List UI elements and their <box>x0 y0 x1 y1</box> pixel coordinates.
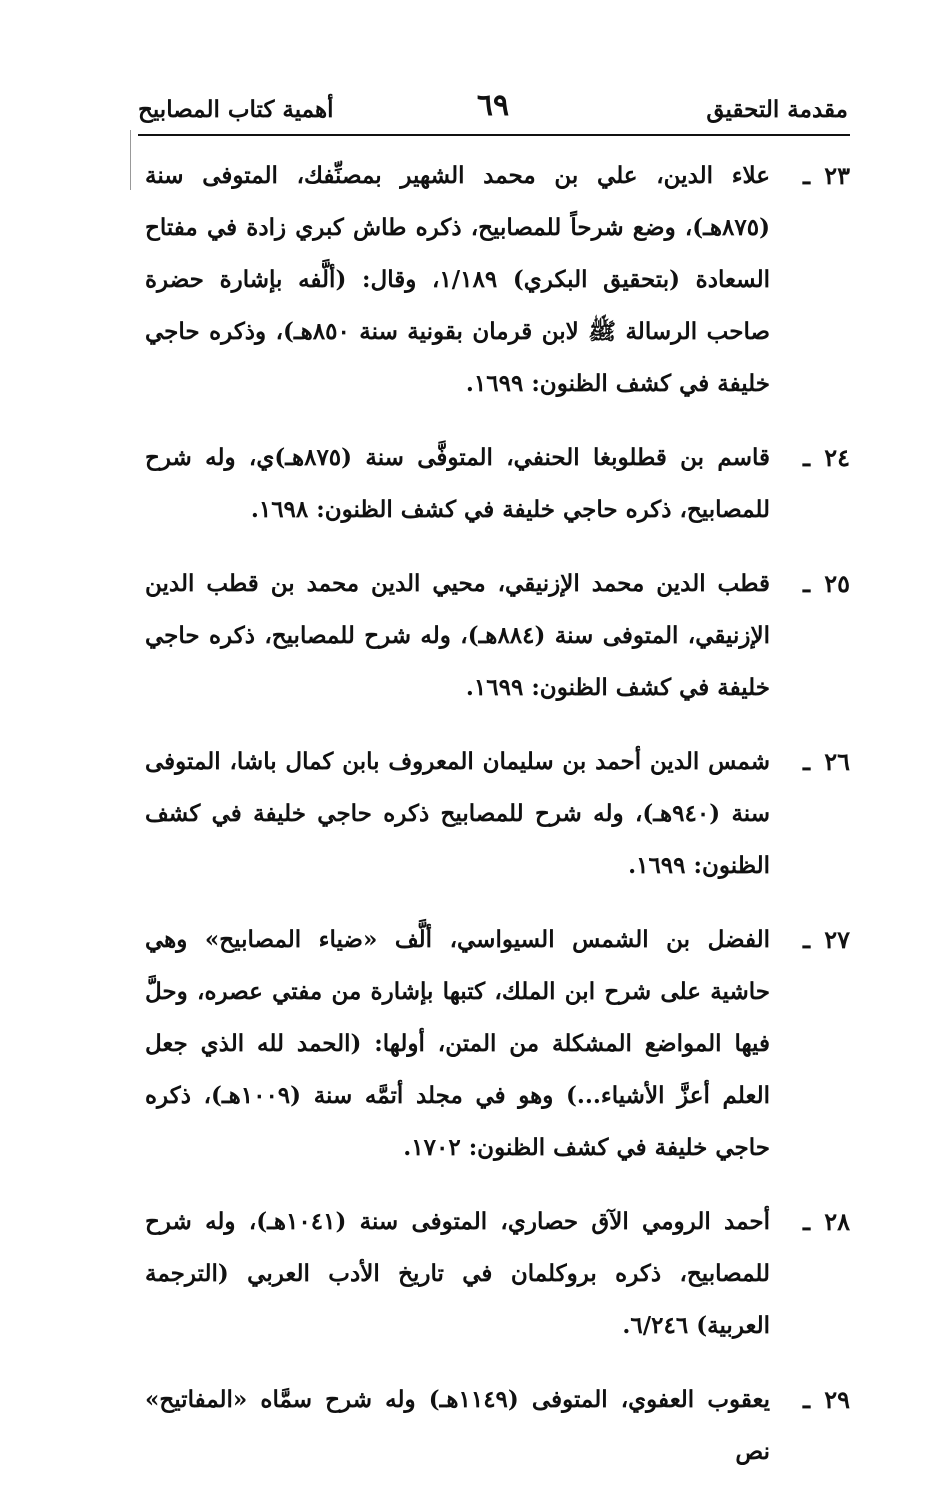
entry-number: ٢٦ <box>824 747 850 776</box>
entry-text: علاء الدين، علي بن محمد الشهير بمصنِّفك، المتوفى سنة (٨٧٥هـ)، وضع شرحاً للمصابيح، ذكره طاش كبري زادة في مفتاح السعادة (بتحقيق البكري) ١/١٨٩، وقال: (ألَّفه بإشارة حضرة صاحب الرسالة ﷺ لابن قرمان بقونية سنة ٨٥٠هـ)، وذكره حاجي خليفة في كشف الظنون: ١٦٩٩. <box>145 162 770 397</box>
entry-dash: ـ <box>802 161 810 190</box>
entry-text: أحمد الرومي الآق حصاري، المتوفى سنة (١٠٤١هـ)، وله شرح للمصابيح، ذكره بروكلمان في تاريخ الأدب العربي (الترجمة العربية) ٦/٢٤٦. <box>145 1208 770 1339</box>
entry-number: ٢٥ <box>824 569 850 598</box>
entry-number: ٢٧ <box>824 925 850 954</box>
header-rule <box>138 134 850 136</box>
entry-number: ٢٨ <box>824 1207 850 1236</box>
entry-dash: ـ <box>802 443 810 472</box>
margin-line <box>130 130 131 190</box>
entry-text: قاسم بن قطلوبغا الحنفي، المتوفَّى سنة (٨٧٥هـ)ي، وله شرح للمصابيح، ذكره حاجي خليفة في كشف الظنون: ١٦٩٨. <box>145 444 770 523</box>
entry-text: قطب الدين محمد الإزنيقي، محيي الدين محمد بن قطب الدين الإزنيقي، المتوفى سنة (٨٨٤هـ)، وله شرح للمصابيح، ذكره حاجي خليفة في كشف الظنون: ١٦٩٩. <box>145 570 770 701</box>
entry-dash: ـ <box>802 1207 810 1236</box>
list-item <box>145 736 850 892</box>
entry-number: ٢٤ <box>824 443 850 472</box>
entries-list <box>145 150 850 1500</box>
list-item <box>145 432 850 536</box>
list-item <box>145 1196 850 1352</box>
list-item <box>145 150 850 410</box>
entry-number: ٢٣ <box>824 161 850 190</box>
entry-dash: ـ <box>802 925 810 954</box>
entry-number: ٢٩ <box>824 1385 850 1414</box>
list-item <box>145 1374 850 1478</box>
list-item <box>145 558 850 714</box>
entry-dash: ـ <box>802 569 810 598</box>
entry-text: شمس الدين أحمد بن سليمان المعروف بابن كمال باشا، المتوفى سنة (٩٤٠هـ)، وله شرح للمصابيح ذكره حاجي خليفة في كشف الظنون: ١٦٩٩. <box>145 748 770 879</box>
page-header <box>138 88 848 132</box>
entry-text: يعقوب العفوي، المتوفى (١١٤٩هـ) وله شرح سمَّاه «المفاتيح» نص <box>145 1386 770 1465</box>
entry-text: الفضل بن الشمس السيواسي، ألَّف «ضياء المصابيح» وهي حاشية على شرح ابن الملك، كتبها بإشارة من مفتي عصره، وحلَّ فيها المواضع المشكلة من المتن، أولها: (الحمد لله الذي جعل العلم أعزَّ الأشياء...) وهو في مجلد أتمَّه سنة (١٠٠٩هـ)، ذكره حاجي خليفة في كشف الظنون: ١٧٠٢. <box>145 926 770 1161</box>
entry-dash: ـ <box>802 1385 810 1414</box>
page-number: ٦٩ <box>476 88 510 123</box>
chapter-title: أهمية كتاب المصابيح <box>138 96 334 123</box>
entry-dash: ـ <box>802 747 810 776</box>
list-item <box>145 914 850 1174</box>
section-title: مقدمة التحقيق <box>706 96 848 123</box>
